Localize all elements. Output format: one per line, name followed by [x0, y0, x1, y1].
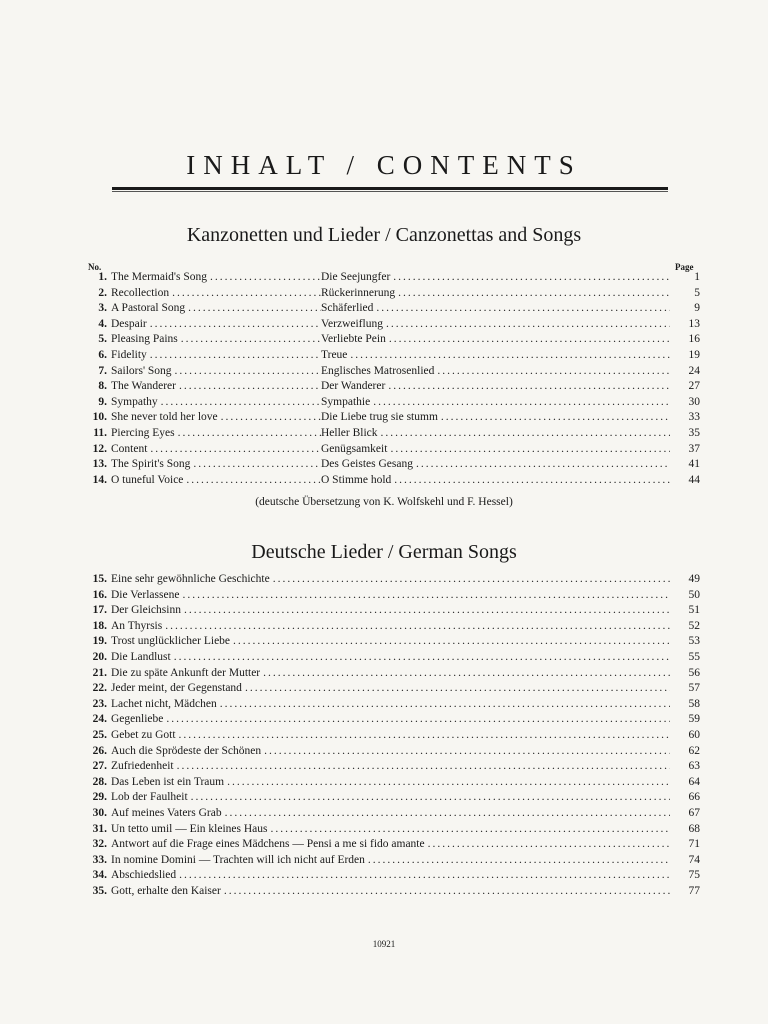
song-title-cell	[111, 823, 670, 835]
list-item	[80, 713, 700, 729]
list-item	[80, 589, 700, 605]
page-number: 67	[688, 806, 700, 819]
german-title-cell	[321, 302, 670, 314]
song-title-cell	[111, 885, 670, 897]
list-item	[80, 807, 700, 823]
song-title: Das Leben ist ein Traum	[111, 775, 225, 788]
song-title: Gebet zu Gott	[111, 728, 176, 741]
leader-dots	[381, 427, 670, 439]
song-title: Trost unglücklicher Liebe	[111, 635, 231, 648]
song-title: Auf meines Vaters Grab	[111, 806, 222, 819]
item-number: 7.	[98, 364, 107, 377]
song-title: Eine sehr gewöhnliche Geschichte	[111, 573, 270, 585]
german-title-cell	[321, 427, 670, 439]
song-title-cell	[111, 667, 670, 679]
english-title: Piercing Eyes	[111, 426, 175, 439]
german-title: Rückerinnerung	[321, 286, 396, 299]
song-title: Abschiedslied	[111, 869, 177, 882]
leader-dots	[225, 807, 670, 819]
song-title: Jeder meint, der Gegenstand	[111, 682, 242, 695]
leader-dots	[165, 620, 670, 632]
song-title: In nomine Domini — Trachten will ich nicht auf Erden	[111, 853, 365, 866]
leader-dots	[210, 271, 321, 283]
page-number: 74	[688, 853, 700, 866]
song-title: Auch die Sprödeste der Schönen	[111, 744, 262, 757]
list-item	[80, 729, 700, 745]
leader-dots	[221, 411, 321, 423]
german-title: Heller Blick	[321, 426, 378, 439]
item-number: 26.	[92, 744, 107, 757]
leader-dots	[428, 838, 670, 850]
item-number: 9.	[98, 395, 107, 408]
song-title-cell	[111, 760, 670, 772]
page-number: 68	[688, 822, 700, 835]
german-title: Des Geistes Gesang	[321, 458, 413, 471]
page-number: 9	[694, 302, 700, 315]
song-title: Antwort auf die Frage eines Mädchens — Pensi a me si fido amante	[111, 838, 425, 851]
english-title-cell	[111, 318, 321, 330]
item-number: 24.	[92, 713, 107, 726]
item-number: 27.	[92, 760, 107, 773]
leader-dots	[224, 885, 670, 897]
german-title-cell	[321, 396, 670, 408]
english-title-cell	[111, 474, 321, 486]
song-title-cell	[111, 729, 670, 741]
item-number: 4.	[98, 317, 107, 330]
english-title: Content	[111, 442, 148, 455]
leader-dots	[386, 318, 670, 330]
leader-dots	[181, 333, 321, 345]
english-title-cell	[111, 333, 321, 345]
german-title: Verliebte Pein	[321, 333, 386, 346]
song-title-cell	[111, 604, 670, 616]
item-number: 5.	[98, 333, 107, 346]
page-number: 33	[688, 411, 700, 424]
list-item	[80, 620, 700, 636]
list-item	[80, 458, 700, 474]
page-number: 52	[688, 619, 700, 632]
song-title: An Thyrsis	[111, 619, 163, 632]
english-title: Pleasing Pains	[111, 333, 178, 346]
leader-dots	[191, 791, 670, 803]
page-number: 59	[688, 713, 700, 726]
page-number: 37	[688, 442, 700, 455]
page-number: 77	[688, 884, 700, 897]
german-title: Schäferlied	[321, 302, 374, 315]
english-title: The Spirit's Song	[111, 458, 191, 471]
leader-dots	[177, 760, 670, 772]
page-number: 24	[688, 364, 700, 377]
list-item	[80, 604, 700, 620]
leader-dots	[416, 458, 670, 470]
german-title-cell	[321, 333, 670, 345]
leader-dots	[398, 287, 670, 299]
page-number: 71	[688, 838, 700, 851]
page-number: 58	[688, 697, 700, 710]
page-number: 41	[688, 458, 700, 471]
song-title-cell	[111, 651, 670, 663]
german-title-cell	[321, 458, 670, 470]
leader-dots	[227, 776, 670, 788]
page-number: 63	[688, 760, 700, 773]
song-title: Der Gleichsinn	[111, 604, 181, 617]
leader-dots	[150, 349, 321, 361]
page-title: INHALT / CONTENTS	[186, 150, 582, 180]
item-number: 15.	[92, 573, 107, 585]
page-number: 60	[688, 728, 700, 741]
english-title: The Wanderer	[111, 380, 176, 393]
page-number: 30	[688, 395, 700, 408]
song-title: Die Landlust	[111, 650, 171, 663]
section1-heading: Kanzonetten und Lieder / Canzonettas and Songs	[186, 224, 582, 246]
section1-list	[80, 271, 700, 489]
leader-dots	[150, 443, 321, 455]
list-item	[80, 854, 700, 870]
list-item	[80, 411, 700, 427]
english-title: She never told her love	[111, 411, 218, 424]
leader-dots	[271, 823, 670, 835]
item-number: 14.	[92, 473, 107, 486]
list-item	[80, 318, 700, 334]
item-number: 30.	[92, 806, 107, 819]
list-item	[80, 760, 700, 776]
song-title-cell	[111, 698, 670, 710]
item-number: 17.	[92, 604, 107, 617]
leader-dots	[182, 589, 670, 601]
german-title: O Stimme hold	[321, 473, 392, 486]
english-title-cell	[111, 396, 321, 408]
page-number: 51	[688, 604, 700, 617]
item-number: 1.	[98, 271, 107, 283]
song-title-cell	[111, 791, 670, 803]
german-title-cell	[321, 365, 670, 377]
item-number: 33.	[92, 853, 107, 866]
song-title-cell	[111, 776, 670, 788]
page-number: 13	[688, 317, 700, 330]
leader-dots	[245, 682, 670, 694]
leader-dots	[441, 411, 670, 423]
english-title: Sympathy	[111, 395, 158, 408]
item-number: 29.	[92, 791, 107, 804]
english-title: Sailors' Song	[111, 364, 172, 377]
english-title-cell	[111, 411, 321, 423]
leader-dots	[178, 427, 321, 439]
german-title-cell	[321, 349, 670, 361]
song-title: Lachet nicht, Mädchen	[111, 697, 217, 710]
leader-dots	[233, 635, 670, 647]
german-title: Englisches Matrosenlied	[321, 364, 435, 377]
leader-dots	[186, 474, 321, 486]
translation-note: (deutsche Übersetzung von K. Wolfskehl und F. Hessel)	[255, 496, 513, 508]
page-number: 49	[688, 573, 700, 585]
song-title: Lob der Faulheit	[111, 791, 188, 804]
song-title: Die Verlassene	[111, 588, 180, 601]
list-item	[80, 427, 700, 443]
english-title-cell	[111, 380, 321, 392]
item-number: 12.	[92, 442, 107, 455]
list-item	[80, 651, 700, 667]
song-title-cell	[111, 838, 670, 850]
leader-dots	[394, 474, 670, 486]
leader-dots	[175, 365, 321, 377]
item-number: 11.	[93, 426, 107, 439]
german-title: Die Seejungfer	[321, 271, 391, 283]
list-item	[80, 776, 700, 792]
plate-number: 10921	[372, 939, 396, 949]
leader-dots	[393, 271, 670, 283]
list-item	[80, 349, 700, 365]
list-item	[80, 380, 700, 396]
item-number: 8.	[98, 380, 107, 393]
leader-dots	[150, 318, 321, 330]
page-number: 27	[688, 380, 700, 393]
leader-dots	[188, 302, 321, 314]
item-number: 25.	[92, 728, 107, 741]
page-number: 53	[688, 635, 700, 648]
german-title: Die Liebe trug sie stumm	[321, 411, 438, 424]
item-number: 31.	[92, 822, 107, 835]
leader-dots	[373, 396, 670, 408]
leader-dots	[179, 869, 670, 881]
item-number: 10.	[92, 411, 107, 424]
song-title-cell	[111, 573, 670, 585]
song-title-cell	[111, 635, 670, 647]
item-number: 6.	[98, 348, 107, 361]
leader-dots	[161, 396, 321, 408]
item-number: 34.	[92, 869, 107, 882]
english-title-cell	[111, 443, 321, 455]
column-header-number: No.	[88, 262, 102, 272]
item-number: 16.	[92, 588, 107, 601]
song-title-cell	[111, 713, 670, 725]
page-number: 5	[694, 286, 700, 299]
english-title: A Pastoral Song	[111, 302, 186, 315]
list-item	[80, 365, 700, 381]
song-title: Gegenliebe	[111, 713, 164, 726]
list-item	[80, 682, 700, 698]
list-item	[80, 443, 700, 459]
english-title: The Mermaid's Song	[111, 271, 207, 283]
german-title: Der Wanderer	[321, 380, 386, 393]
item-number: 23.	[92, 697, 107, 710]
english-title: Despair	[111, 317, 147, 330]
english-title-cell	[111, 302, 321, 314]
page-number: 62	[688, 744, 700, 757]
song-title-cell	[111, 745, 670, 757]
leader-dots	[263, 667, 670, 679]
leader-dots	[350, 349, 670, 361]
list-item	[80, 271, 700, 287]
leader-dots	[172, 287, 321, 299]
item-number: 35.	[92, 884, 107, 897]
page-number: 57	[688, 682, 700, 695]
section2-heading: Deutsche Lieder / German Songs	[251, 541, 517, 563]
english-title: Recollection	[111, 286, 170, 299]
german-title-cell	[321, 287, 670, 299]
page-number: 64	[688, 775, 700, 788]
page-number: 1	[694, 271, 700, 283]
leader-dots	[179, 729, 670, 741]
english-title-cell	[111, 365, 321, 377]
item-number: 13.	[92, 458, 107, 471]
leader-dots	[376, 302, 670, 314]
song-title-cell	[111, 807, 670, 819]
song-title-cell	[111, 869, 670, 881]
item-number: 32.	[92, 838, 107, 851]
section2-list	[80, 573, 700, 900]
item-number: 19.	[92, 635, 107, 648]
list-item	[80, 667, 700, 683]
list-item	[80, 635, 700, 651]
list-item	[80, 745, 700, 761]
german-title-cell	[321, 443, 670, 455]
page-number: 19	[688, 348, 700, 361]
song-title-cell	[111, 854, 670, 866]
leader-dots	[264, 745, 670, 757]
page-number: 16	[688, 333, 700, 346]
leader-dots	[368, 854, 670, 866]
leader-dots	[220, 698, 670, 710]
list-item	[80, 869, 700, 885]
english-title: O tuneful Voice	[111, 473, 184, 486]
song-title: Die zu späte Ankunft der Mutter	[111, 666, 261, 679]
item-number: 20.	[92, 650, 107, 663]
german-title-cell	[321, 271, 670, 283]
item-number: 3.	[98, 302, 107, 315]
item-number: 21.	[92, 666, 107, 679]
leader-dots	[388, 380, 670, 392]
leader-dots	[389, 333, 670, 345]
list-item	[80, 698, 700, 714]
german-title-cell	[321, 411, 670, 423]
page-number: 66	[688, 791, 700, 804]
item-number: 18.	[92, 619, 107, 632]
list-item	[80, 333, 700, 349]
german-title: Verzweiflung	[321, 317, 383, 330]
leader-dots	[390, 443, 670, 455]
english-title-cell	[111, 271, 321, 283]
english-title-cell	[111, 427, 321, 439]
leader-dots	[437, 365, 670, 377]
column-header-page: Page	[675, 262, 694, 272]
leader-dots	[174, 651, 670, 663]
title-rule-thin	[112, 191, 668, 192]
leader-dots	[273, 573, 670, 585]
page-number: 35	[688, 426, 700, 439]
german-title-cell	[321, 474, 670, 486]
list-item	[80, 396, 700, 412]
song-title: Zufriedenheit	[111, 760, 174, 773]
german-title: Sympathie	[321, 395, 371, 408]
german-title-cell	[321, 380, 670, 392]
song-title-cell	[111, 620, 670, 632]
list-item	[80, 823, 700, 839]
list-item	[80, 838, 700, 854]
item-number: 22.	[92, 682, 107, 695]
title-rule	[112, 187, 668, 190]
song-title-cell	[111, 682, 670, 694]
list-item	[80, 573, 700, 589]
item-number: 2.	[98, 286, 107, 299]
page-number: 75	[688, 869, 700, 882]
list-item	[80, 474, 700, 490]
leader-dots	[184, 604, 670, 616]
page-number: 50	[688, 588, 700, 601]
song-title: Un tetto umil — Ein kleines Haus	[111, 822, 268, 835]
german-title: Treue	[321, 348, 348, 361]
page-number: 44	[688, 473, 700, 486]
page-number: 56	[688, 666, 700, 679]
leader-dots	[193, 458, 321, 470]
list-item	[80, 885, 700, 901]
english-title: Fidelity	[111, 348, 147, 361]
english-title-cell	[111, 349, 321, 361]
list-item	[80, 287, 700, 303]
leader-dots	[179, 380, 321, 392]
page-number: 55	[688, 650, 700, 663]
english-title-cell	[111, 287, 321, 299]
leader-dots	[166, 713, 670, 725]
list-item	[80, 302, 700, 318]
list-item	[80, 791, 700, 807]
item-number: 28.	[92, 775, 107, 788]
song-title-cell	[111, 589, 670, 601]
song-title: Gott, erhalte den Kaiser	[111, 884, 221, 897]
german-title-cell	[321, 318, 670, 330]
english-title-cell	[111, 458, 321, 470]
german-title: Genügsamkeit	[321, 442, 388, 455]
